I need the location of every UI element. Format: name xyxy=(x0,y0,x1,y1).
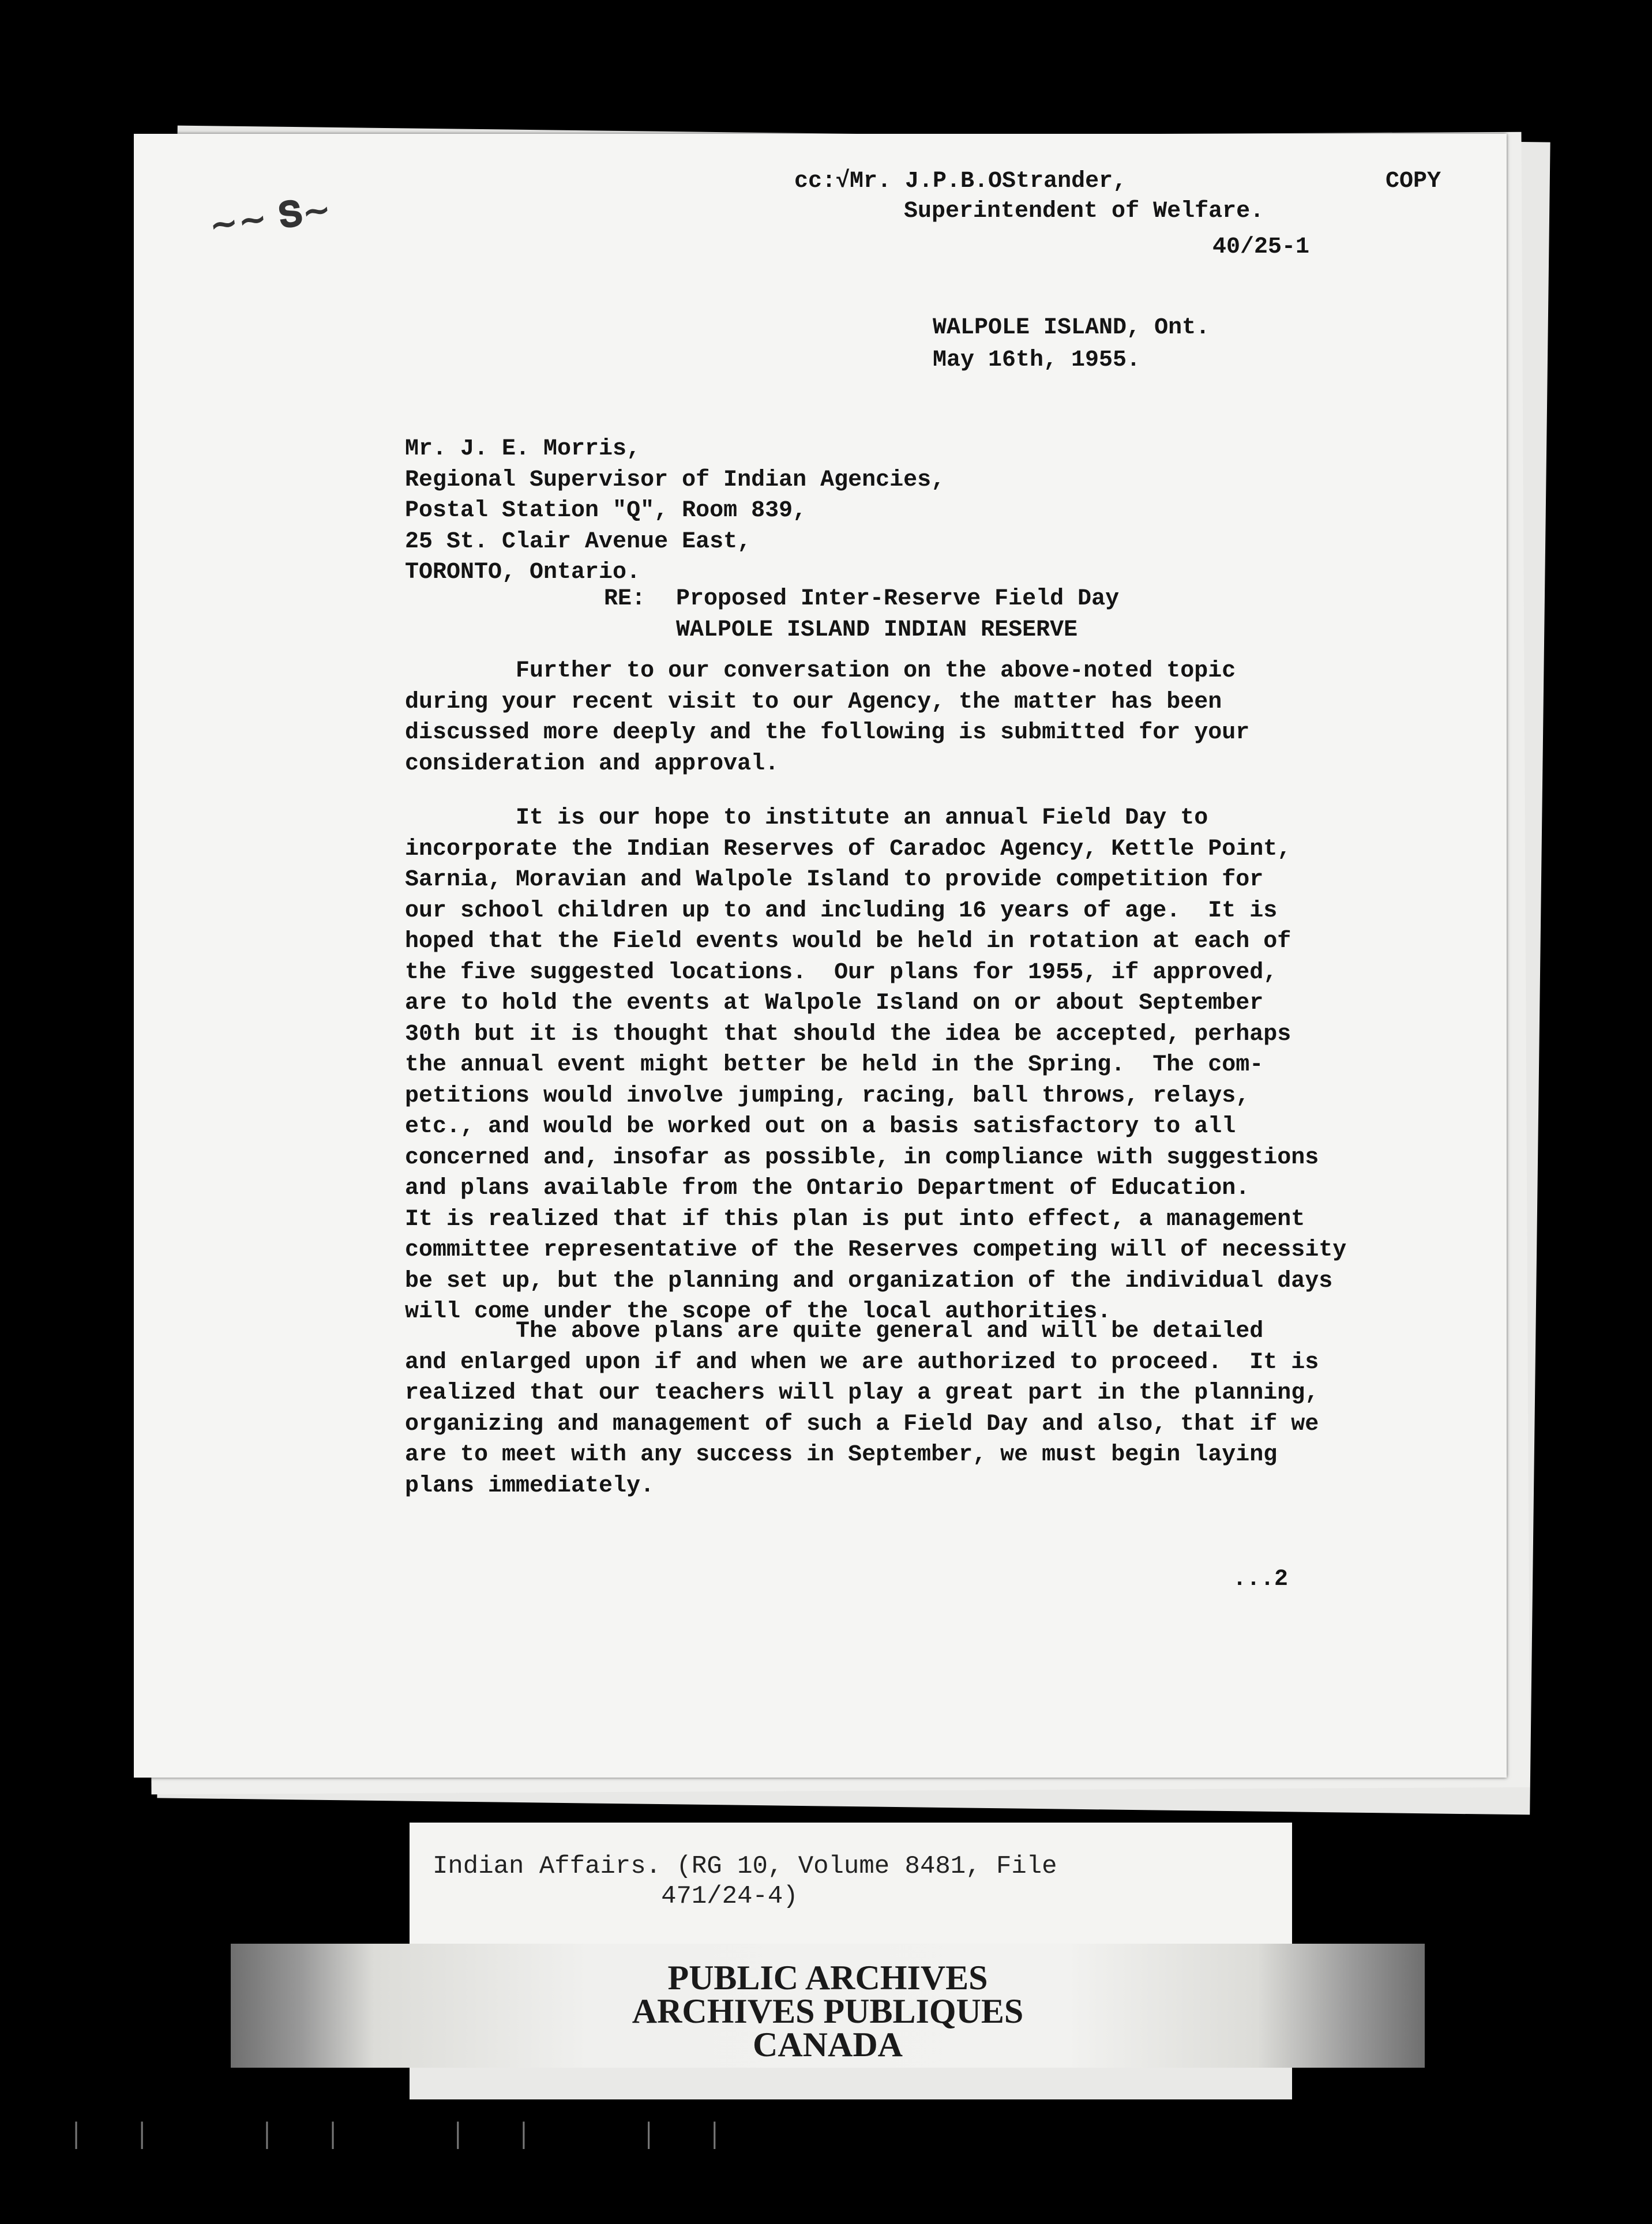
archive-stamp-line3: CANADA xyxy=(753,2026,903,2064)
letter-page xyxy=(134,134,1507,1778)
text-line: our school children up to and including 16 years of age. It is xyxy=(405,897,1278,924)
text-line: hoped that the Field events would be held in rotation at each of xyxy=(405,929,1291,955)
archive-stamp-line1: PUBLIC ARCHIVES xyxy=(667,1959,988,1997)
text-line: Sarnia, Moravian and Walpole Island to provide competition for xyxy=(405,867,1264,893)
copy-mark: COPY xyxy=(1386,168,1441,194)
text-line: discussed more deeply and the following is submitted for your xyxy=(405,720,1250,746)
text-line: and enlarged upon if and when we are authorized to proceed. It is xyxy=(405,1349,1319,1376)
text-line: will come under the scope of the local authorities. xyxy=(405,1299,1112,1325)
text-line: realized that our teachers will play a great part in the planning, xyxy=(405,1380,1319,1406)
text-line: the annual event might better be held in the Spring. The com- xyxy=(405,1052,1264,1078)
text-line: the five suggested locations. Our plans for 1955, if approved, xyxy=(405,959,1278,986)
recipient-title: Regional Supervisor of Indian Agencies, xyxy=(405,467,945,493)
subject-line1: Proposed Inter-Reserve Field Day xyxy=(676,586,1120,612)
text-line: during your recent visit to our Agency, the matter has been xyxy=(405,689,1222,715)
text-line: incorporate the Indian Reserves of Caradoc Agency, Kettle Point, xyxy=(405,836,1291,862)
recipient-city: TORONTO, Ontario. xyxy=(405,559,641,585)
text-line: It is our hope to institute an annual Field Day to xyxy=(405,805,1208,831)
text-line: committee representative of the Reserves competing will of necessity xyxy=(405,1237,1347,1263)
handwritten-mark: ~~ 𝐒~ xyxy=(206,189,334,246)
cc-line: cc:√Mr. J.P.B.OStrander, xyxy=(794,168,1127,194)
text-line: petitions would involve jumping, racing, ball throws, relays, xyxy=(405,1083,1250,1109)
cc-title: Superintendent of Welfare. xyxy=(904,198,1264,224)
text-line: organizing and management of such a Field Day and also, that if we xyxy=(405,1411,1319,1437)
text-line: etc., and would be worked out on a basis satisfactory to all xyxy=(405,1114,1236,1140)
archive-stamp-line2: ARCHIVES PUBLIQUES xyxy=(632,1992,1024,2030)
archive-label-bottom xyxy=(410,2068,1292,2099)
archive-reference xyxy=(433,1851,1057,1911)
body-paragraph-2 xyxy=(405,803,1346,1328)
recipient-address-line2: 25 St. Clair Avenue East, xyxy=(405,528,752,555)
page-continuation: ...2 xyxy=(1233,1566,1289,1592)
text-line: concerned and, insofar as possible, in compliance with suggestions xyxy=(405,1144,1319,1171)
file-number: 40/25-1 xyxy=(1212,234,1310,260)
body-paragraph-3 xyxy=(405,1316,1319,1501)
archive-reference-line2: 471/24-4) xyxy=(433,1882,798,1911)
text-line: be set up, but the planning and organization of the individual days xyxy=(405,1268,1333,1294)
archive-stamp xyxy=(231,1959,1425,2064)
recipient-name: Mr. J. E. Morris, xyxy=(405,436,641,462)
archive-stamp-strip xyxy=(231,1944,1425,2068)
text-line: 30th but it is thought that should the idea be accepted, perhaps xyxy=(405,1021,1291,1047)
text-line: and plans available from the Ontario Department of Education. xyxy=(405,1175,1250,1201)
letter-place: WALPOLE ISLAND, Ont. xyxy=(933,315,1210,341)
text-line: are to meet with any success in September, we must begin laying xyxy=(405,1442,1278,1468)
archive-reference-line1: Indian Affairs. (RG 10, Volume 8481, File xyxy=(433,1852,1057,1881)
body-paragraph-1 xyxy=(405,656,1249,779)
film-edge-marks: ││ ││ ││ ││ xyxy=(69,2122,774,2149)
text-line: consideration and approval. xyxy=(405,750,779,777)
recipient-address-line1: Postal Station "Q", Room 839, xyxy=(405,498,807,524)
text-line: are to hold the events at Walpole Island on or about September xyxy=(405,990,1264,1016)
recipient-block xyxy=(405,434,945,588)
text-line: plans immediately. xyxy=(405,1472,655,1499)
text-line: It is realized that if this plan is put into effect, a management xyxy=(405,1206,1305,1233)
text-line: Further to our conversation on the above-noted topic xyxy=(405,658,1236,684)
subject-label: RE: xyxy=(604,586,646,612)
letter-date: May 16th, 1955. xyxy=(933,347,1141,373)
text-line: The above plans are quite general and will be detailed xyxy=(405,1318,1264,1344)
subject-line2: WALPOLE ISLAND INDIAN RESERVE xyxy=(676,617,1078,643)
